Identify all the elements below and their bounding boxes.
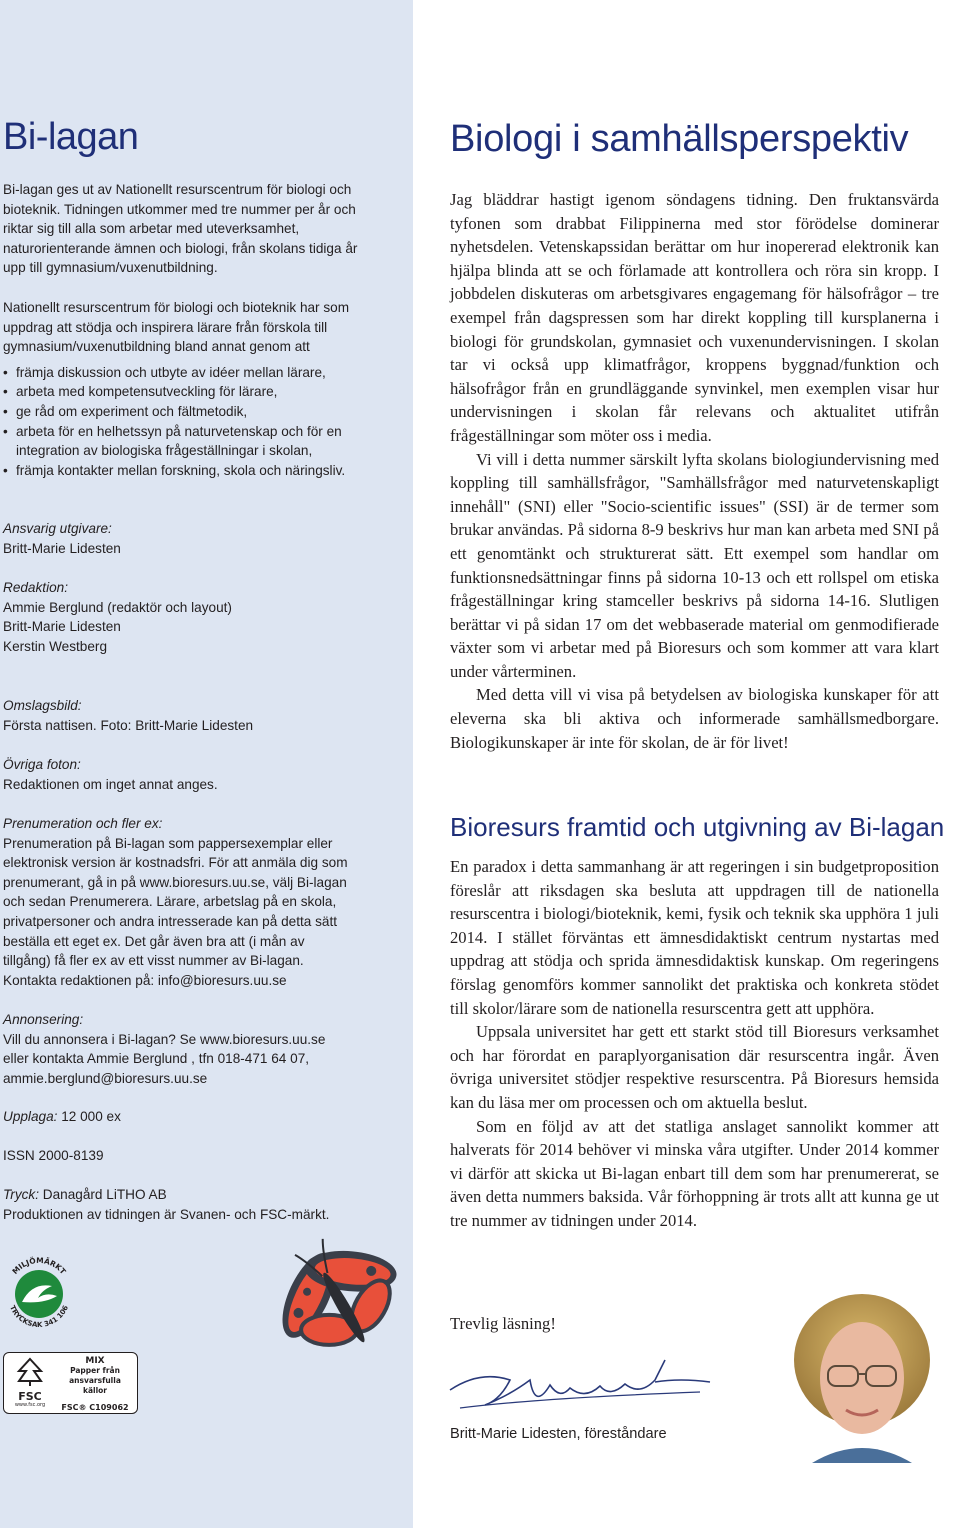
fsc-logo-text: FSC bbox=[18, 1390, 42, 1403]
fsc-line1: Papper från bbox=[70, 1366, 120, 1375]
sidebar-intro: Bi-lagan ges ut av Nationellt resurscentrum för biologi och bioteknik. Tidningen utkommer med tre nummer per år och riktar sig till alla som arbetar med uteverksamhet, naturorienterande ämnen och biologi, från skolans tidiga år upp till gymnasium/vuxenutbildning. bbox=[3, 182, 358, 276]
article-paragraph: Jag bläddrar hastigt igenom söndagens tidning. Den fruktansvärda tyfonen som drabbat Filippinerna med stor förödelse dominerar nyhetsdelen. Vetenskapssidan berättar om hur inopererad elektronik kan hjälpa blinda att se och förlamade att kontrollera och röra sin kropp. I jobbdelen diskuteras om arbetsgivares engagemang för hälsofrågor – tre exempel från dagspressen som har direkt koppling till kursplanerna i biologi för grundskolan, gymnasiet och vuxenundervisningen. I skolan tar vi också upp klimatfrågor, kroppens byggnad/funktion och hälsofrågor från en grundläggande synvinkel, men exemplen visar hur undervisningen i skolan får relevans och aktualitet utifrån frågeställningar som möter oss i media. bbox=[450, 190, 939, 445]
editors-block bbox=[3, 578, 363, 656]
list-item: • främja kontakter mellan forskning, skola och näringsliv. bbox=[3, 461, 363, 481]
printer-value: Danagård LiTHO AB bbox=[39, 1187, 167, 1202]
ads-block bbox=[3, 1010, 343, 1088]
article-paragraph: Uppsala universitet har gett ett starkt stöd till Bioresurs verksamhet och har förordat en paraplyorganisation där resurscentra ingår. Även övriga universitet stödjer respektive resurscentra. På Bioresurs hemsida kan du läsa mer om processen och om aktuella beslut. bbox=[450, 1022, 939, 1112]
cover-label: Omslagsbild: bbox=[3, 698, 82, 713]
section2-article bbox=[450, 855, 939, 1233]
subscription-block bbox=[3, 814, 355, 990]
fsc-tree-icon bbox=[15, 1357, 45, 1387]
main-article bbox=[450, 188, 939, 754]
article-paragraph: Vi vill i detta nummer särskilt lyfta skolans biologiundervisning med koppling till samhällsfrågor, "Samhällsfrågor med naturvetenskapligt innehåll" (SNI) eller "Socio-scientific issues" (SSI) är de termer som brukar användas. På sidorna 8-9 beskrivs hur man kan arbeta med SNI på ett genomtänkt och strukturerat sätt. Ett exempel som handlar om funktionsnedsättningar finns på sidorna 10-13 och ett rollspel om etiska frågeställningar kring stamceller beskrivs på sidorna 14-16. Slutligen berättar vi på sidan 17 om det webbaserade material om genmodifierade växter som vi arbetar med på Bioresurs och som kommer att vara klart under vårterminen. bbox=[450, 449, 939, 681]
fsc-logo-area bbox=[8, 1357, 52, 1409]
sidebar-mission-block bbox=[3, 298, 363, 480]
issn: ISSN 2000-8139 bbox=[3, 1148, 104, 1163]
ads-label: Annonsering: bbox=[3, 1012, 84, 1027]
ecolabel-top-text: MILJÖMÄRKT bbox=[10, 1255, 68, 1277]
fsc-code: FSC® C109062 bbox=[61, 1403, 129, 1412]
signature-caption: Britt-Marie Lidesten, föreståndare bbox=[450, 1426, 667, 1442]
signature-image bbox=[440, 1350, 720, 1420]
closing-greeting: Trevlig läsning! bbox=[450, 1314, 556, 1333]
photos-label: Övriga foton: bbox=[3, 757, 81, 772]
print-run-line bbox=[3, 1107, 363, 1127]
ads-text: Vill du annonsera i Bi-lagan? Se www.bioresurs.uu.se eller kontakta Ammie Berglund , tfn 018-471 64 07, ammie.berglund@bioresurs.uu.se bbox=[3, 1031, 326, 1086]
svanen-ecolabel-icon bbox=[2, 1252, 76, 1334]
subscription-text: Prenumeration på Bi-lagan som pappersexemplar eller elektronisk version är kostnadsfri. För att anmäla dig som prenumerant, gå in på www.bioresurs.uu.se, välj Bi-lagan och sedan Prenumerera. Lärare, arbetslag på en skola, privatpersoner och andra intresserade kan på detta sätt beställa ett eget ex. Det går även bra att (i mån av tillgång) få fler ex av ett visst nummer av Bi-lagan. Kontakta redaktionen på: info@bioresurs.uu.se bbox=[3, 835, 348, 988]
printer-block bbox=[3, 1185, 363, 1224]
portrait-photo bbox=[782, 1288, 942, 1463]
butterfly-illustration bbox=[268, 1228, 418, 1388]
list-item: • ge råd om experiment och fältmetodik, bbox=[3, 402, 363, 422]
article-paragraph: En paradox i detta sammanhang är att regeringen i sin budgetproposition föreslår att riksdagen ska besluta att uppdragen till de nationella resurscentra i biologi/bioteknik, kemi, fysik och teknik ska upphöra 1 juli 2014. I stället förväntas ett ämnesdidaktiskt centrum nystartas med uppdrag att stödja och sprida ämnesdidaktisk kunskap. Om regeringens förslag genomförs kommer sannolikt det praktiska och konkreta stödet till skolor/lärare som de nationella resurscentra gett att upphöra. bbox=[450, 857, 939, 1018]
list-item: • främja diskussion och utbyte av idéer mellan lärare, bbox=[3, 363, 363, 383]
article-paragraph: Med detta vill vi visa på betydelsen av biologiska kunskaper för att eleverna ska bli aktiva och informerade samhällsmedborgare. Biologikunskaper är inte för skolan, de är för livet! bbox=[450, 685, 939, 752]
production-note: Produktionen av tidningen är Svanen- och FSC-märkt. bbox=[3, 1206, 330, 1222]
section-heading: Bioresurs framtid och utgivning av Bi-lagan bbox=[450, 812, 945, 842]
editors-label: Redaktion: bbox=[3, 580, 68, 595]
sidebar-title: Bi-lagan bbox=[3, 116, 139, 158]
list-item: • arbeta för en helhetssyn på naturvetenskap och för en integration av biologiska frågeställningar i skolan, bbox=[3, 422, 363, 461]
subscription-label: Prenumeration och fler ex: bbox=[3, 816, 163, 831]
main-title: Biologi i samhällsperspektiv bbox=[450, 118, 909, 160]
publisher-block bbox=[3, 519, 363, 558]
fsc-url: www.fsc.org bbox=[14, 1402, 46, 1408]
editor-name: Ammie Berglund (redaktör och layout) bbox=[3, 599, 232, 615]
sidebar-mission: Nationellt resurscentrum för biologi och bioteknik har som uppdrag att stödja och inspirera lärare från förskola till gymnasium/vuxenutbildning bland annat genom att bbox=[3, 300, 350, 355]
fsc-mix: MIX bbox=[85, 1356, 105, 1366]
editor-name: Kerstin Westberg bbox=[3, 638, 108, 654]
photos-text: Redaktionen om inget annat anges. bbox=[3, 776, 218, 792]
cover-block bbox=[3, 696, 363, 735]
ecolabel-bottom-text: TRYCKSAK 341 106 bbox=[8, 1304, 70, 1330]
printer-label: Tryck: bbox=[3, 1187, 39, 1202]
cover-text: Första nattisen. Foto: Britt-Marie Lidesten bbox=[3, 717, 254, 733]
photos-block bbox=[3, 755, 363, 794]
print-run-label: Upplaga: bbox=[3, 1109, 58, 1124]
publisher-label: Ansvarig utgivare: bbox=[3, 521, 112, 536]
article-paragraph: Som en följd av att det statliga anslaget sannolikt kommer att halverats för 2014 behöver vi minska våra utgifter. Under 2014 kommer vi därför att skicka ut Bi-lagan enbart till dem som har prenumererat, se även detta nummers baksida. Vår förhoppning är trots allt att kunna ge ut tre nummer av tidningen under 2014. bbox=[450, 1116, 939, 1230]
print-run-value: 12 000 ex bbox=[57, 1109, 121, 1124]
fsc-label bbox=[3, 1352, 138, 1414]
publisher-name: Britt-Marie Lidesten bbox=[3, 540, 121, 556]
sidebar-bullet-list bbox=[3, 363, 363, 481]
list-item: • arbeta med kompetensutveckling för lärare, bbox=[3, 382, 363, 402]
editor-name: Britt-Marie Lidesten bbox=[3, 619, 121, 635]
fsc-line2: ansvarsfulla källor bbox=[69, 1376, 121, 1395]
